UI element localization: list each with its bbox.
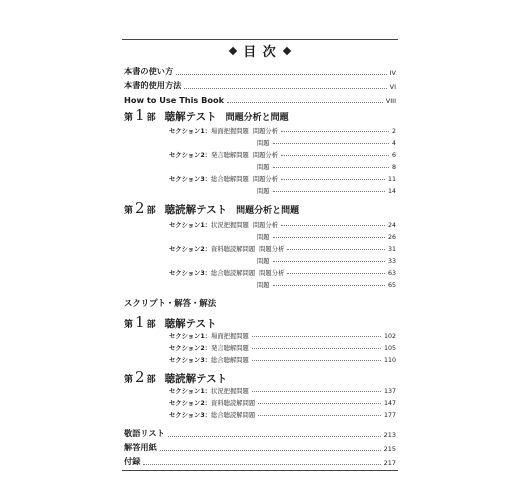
toc-entry[interactable] xyxy=(257,185,396,195)
section-name: 状況把握問題 xyxy=(211,388,249,395)
section-label: セクション1： xyxy=(169,128,212,135)
toc-entry[interactable] xyxy=(169,330,396,340)
section-label: セクション1： xyxy=(169,333,212,340)
part-heading xyxy=(124,106,289,124)
item-label: 問題 xyxy=(257,164,270,171)
page-number: 215 xyxy=(383,445,396,453)
part-prefix: 第 xyxy=(124,375,134,385)
diamond-icon xyxy=(229,46,237,54)
section-name: 総合聴解問題 xyxy=(211,357,249,364)
page-number: 213 xyxy=(383,431,396,439)
page-number: 110 xyxy=(383,357,396,364)
part-prefix: 第 xyxy=(124,206,134,216)
part-subtitle: 問題分析と問題 xyxy=(225,113,289,123)
item-label: 問題 xyxy=(257,282,270,289)
page-number: 33 xyxy=(387,258,396,265)
page-number: 11 xyxy=(387,176,396,183)
part-suffix: 部 xyxy=(146,113,156,123)
part-suffix: 部 xyxy=(146,375,156,385)
leader-dots xyxy=(281,225,385,226)
leader-dots xyxy=(273,285,385,286)
section-name: 総合聴読解問題 xyxy=(211,270,256,277)
toc-title xyxy=(0,41,520,60)
section-label: セクション3： xyxy=(169,357,212,364)
leader-dots xyxy=(273,237,385,238)
leader-dots xyxy=(252,391,381,392)
leader-dots xyxy=(252,336,381,337)
section-name: 発言聴解問題 xyxy=(211,345,249,352)
leader-dots xyxy=(168,436,381,437)
toc-entry[interactable] xyxy=(169,125,396,135)
section-name: 資料聴読解問題 xyxy=(211,246,256,253)
part-name: 聴解テスト xyxy=(164,111,217,123)
part-subtitle: 問題分析と問題 xyxy=(236,206,300,216)
toc-title-text: 目 次 xyxy=(243,45,277,60)
leader-dots xyxy=(273,167,389,168)
item-label: 問題分析 xyxy=(252,176,279,183)
part-number: 1 xyxy=(135,313,145,331)
leader-dots xyxy=(281,131,389,132)
page-number: 4 xyxy=(391,140,396,147)
toc-entry[interactable] xyxy=(169,173,396,183)
section-name: 状況把握問題 xyxy=(211,222,249,229)
leader-dots xyxy=(273,261,385,262)
toc-entry[interactable] xyxy=(169,342,396,352)
entry-label: 本書的使用方法 xyxy=(124,80,182,90)
page-number: 24 xyxy=(387,222,396,229)
leader-dots xyxy=(273,191,385,192)
item-label: 問題 xyxy=(257,188,270,195)
part-number: 2 xyxy=(135,199,145,217)
leader-dots xyxy=(143,464,380,465)
item-label: 問題分析 xyxy=(259,270,285,277)
part-name: 聴読解テスト xyxy=(164,373,228,385)
toc-entry[interactable] xyxy=(257,137,396,147)
toc-entry[interactable] xyxy=(169,397,396,407)
leader-dots xyxy=(227,102,383,103)
toc-entry[interactable] xyxy=(124,79,396,91)
page-number: 2 xyxy=(391,128,396,135)
item-label: 問題分析 xyxy=(252,128,279,135)
part-heading xyxy=(124,368,227,386)
toc-entry[interactable] xyxy=(169,409,396,419)
page-number: IV xyxy=(389,69,396,77)
section-label: セクション2： xyxy=(169,400,212,407)
part-suffix: 部 xyxy=(146,206,156,216)
item-label: 問題分析 xyxy=(252,152,279,159)
section-label: セクション3： xyxy=(169,412,212,419)
section-name: 総合聴読解問題 xyxy=(211,412,256,419)
section-name: 発言聴解問題 xyxy=(211,152,249,159)
diamond-icon xyxy=(283,46,291,54)
page-number: 26 xyxy=(387,234,396,241)
section-name: 場面把握問題 xyxy=(211,128,249,135)
page-number: 137 xyxy=(383,388,396,395)
leader-dots xyxy=(287,273,385,274)
section-name: 場面把握問題 xyxy=(211,333,249,340)
page-number: 63 xyxy=(387,270,396,277)
toc-entry[interactable] xyxy=(169,354,396,364)
leader-dots xyxy=(252,348,381,349)
toc-entry[interactable] xyxy=(124,441,396,453)
entry-label: 敬語リスト xyxy=(124,428,165,438)
toc-entry[interactable] xyxy=(124,427,396,439)
item-label: 問題分析 xyxy=(252,222,279,229)
page-number: VI xyxy=(389,83,396,91)
toc-entry[interactable] xyxy=(169,385,396,395)
item-label: 問題 xyxy=(257,258,270,265)
section-label: セクション1： xyxy=(169,222,212,229)
page-number: 217 xyxy=(383,459,396,467)
part-heading xyxy=(124,313,217,331)
leader-dots xyxy=(281,179,385,180)
section-heading: スクリプト・解答・解法 xyxy=(124,298,217,308)
page-number: 8 xyxy=(391,164,396,171)
toc-entry[interactable] xyxy=(257,161,396,171)
page-number: 177 xyxy=(383,412,396,419)
part-prefix: 第 xyxy=(124,113,134,123)
leader-dots xyxy=(184,88,386,89)
section-label: セクション2： xyxy=(169,152,212,159)
toc-entry[interactable] xyxy=(124,65,396,77)
page-number: 6 xyxy=(391,152,396,159)
part-number: 2 xyxy=(135,368,145,386)
section-label: セクション2： xyxy=(169,246,212,253)
section-label: セクション2： xyxy=(169,345,212,352)
part-name: 聴読解テスト xyxy=(164,204,228,216)
page-number: 31 xyxy=(387,246,396,253)
item-label: 問題分析 xyxy=(259,246,285,253)
section-name: 総合聴解問題 xyxy=(211,176,249,183)
section-label: セクション3： xyxy=(169,176,212,183)
page-number: 102 xyxy=(383,333,396,340)
toc-entry[interactable] xyxy=(124,455,396,467)
part-heading xyxy=(124,199,299,217)
entry-label: 解答用紙 xyxy=(124,442,157,452)
leader-dots xyxy=(160,450,381,451)
leader-dots xyxy=(287,249,385,250)
section-name: 資料聴読解問題 xyxy=(211,400,256,407)
page-number: VIII xyxy=(385,97,396,105)
page-number: 65 xyxy=(387,282,396,289)
leader-dots xyxy=(258,403,381,404)
toc-entry[interactable] xyxy=(257,279,396,289)
leader-dots xyxy=(258,415,381,416)
leader-dots xyxy=(281,155,389,156)
entry-label: 本書の使い方 xyxy=(124,66,174,76)
bottom-rule xyxy=(122,470,398,471)
toc-entry[interactable] xyxy=(257,255,396,265)
item-label: 問題 xyxy=(257,140,270,147)
page-number: 147 xyxy=(383,400,396,407)
part-name: 聴解テスト xyxy=(164,318,217,330)
top-rule xyxy=(122,39,398,40)
section-label: セクション3： xyxy=(169,270,212,277)
entry-label: 付録 xyxy=(124,456,141,466)
leader-dots xyxy=(252,360,381,361)
section-label: セクション1： xyxy=(169,388,212,395)
leader-dots xyxy=(273,143,389,144)
page-number: 105 xyxy=(383,345,396,352)
toc-entry[interactable] xyxy=(169,243,396,253)
leader-dots xyxy=(176,74,386,75)
toc-entry[interactable] xyxy=(124,93,396,105)
part-prefix: 第 xyxy=(124,320,134,330)
part-number: 1 xyxy=(135,106,145,124)
toc-entry[interactable] xyxy=(169,219,396,229)
page-number: 14 xyxy=(387,188,396,195)
item-label: 問題 xyxy=(257,234,270,241)
entry-label: How to Use This Book xyxy=(124,95,225,105)
toc-entry[interactable] xyxy=(169,149,396,159)
part-suffix: 部 xyxy=(146,320,156,330)
toc-entry[interactable] xyxy=(257,231,396,241)
toc-entry[interactable] xyxy=(169,267,396,277)
